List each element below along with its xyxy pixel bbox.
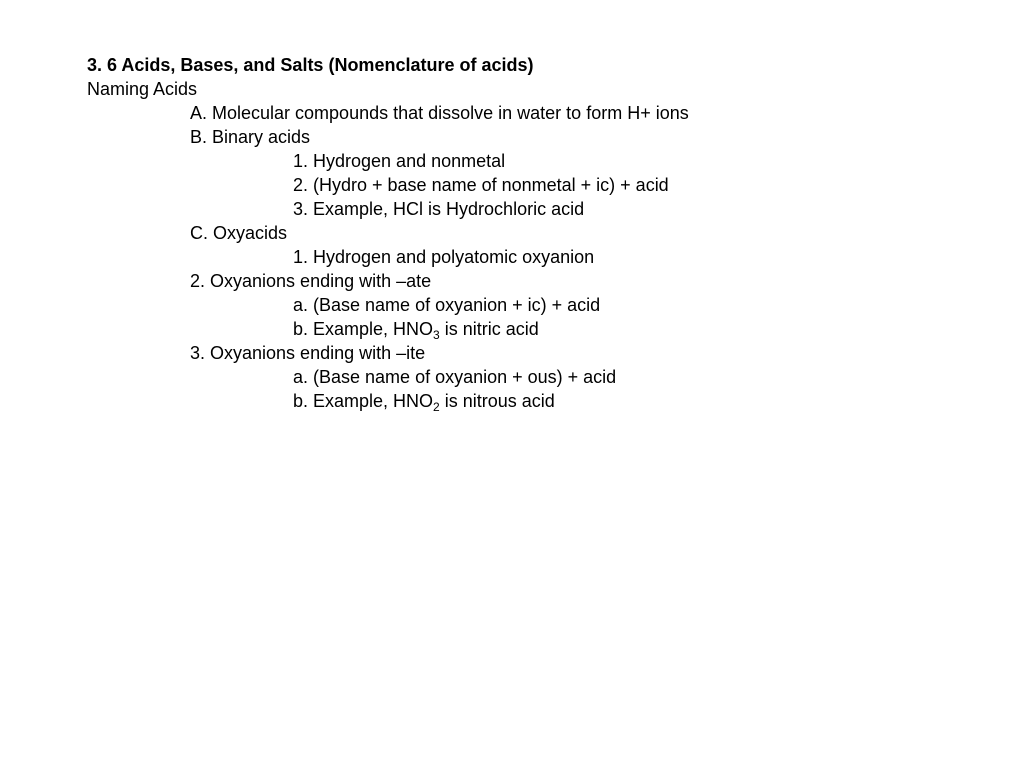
outline-item-b2: 2. (Hydro + base name of nonmetal + ic) + acid	[293, 175, 669, 195]
formula-subscript: 2	[433, 400, 440, 414]
outline-item-b: B. Binary acids	[190, 127, 311, 147]
outline-item-c2a: a. (Base name of oxyanion + ic) + acid	[293, 295, 601, 315]
outline-item-c3: 3. Oxyanions ending with –ite	[190, 343, 426, 363]
outline-item-a: A. Molecular compounds that dissolve in water to form H+ ions	[190, 103, 689, 123]
formula-suffix: is nitric acid	[439, 319, 539, 339]
outline-item-c3a: a. (Base name of oxyanion + ous) + acid	[293, 367, 617, 387]
outline-item-c2b	[87, 317, 987, 341]
formula-subscript: 3	[433, 328, 440, 342]
outline-item-c: C. Oxyacids	[190, 223, 288, 243]
formula-prefix: b. Example, HNO	[293, 391, 434, 411]
outline-item-c3b	[87, 389, 987, 413]
formula-prefix: b. Example, HNO	[293, 319, 434, 339]
section-title: 3. 6 Acids, Bases, and Salts (Nomenclature of acids)	[87, 55, 534, 75]
outline-item-b1: 1. Hydrogen and nonmetal	[293, 151, 506, 171]
formula-suffix: is nitrous acid	[439, 391, 555, 411]
outline-item-b3: 3. Example, HCl is Hydrochloric acid	[293, 199, 585, 219]
outline-item-c1: 1. Hydrogen and polyatomic oxyanion	[293, 247, 595, 267]
section-subtitle: Naming Acids	[87, 79, 198, 99]
document-body	[87, 53, 987, 413]
outline-item-c2: 2. Oxyanions ending with –ate	[190, 271, 432, 291]
